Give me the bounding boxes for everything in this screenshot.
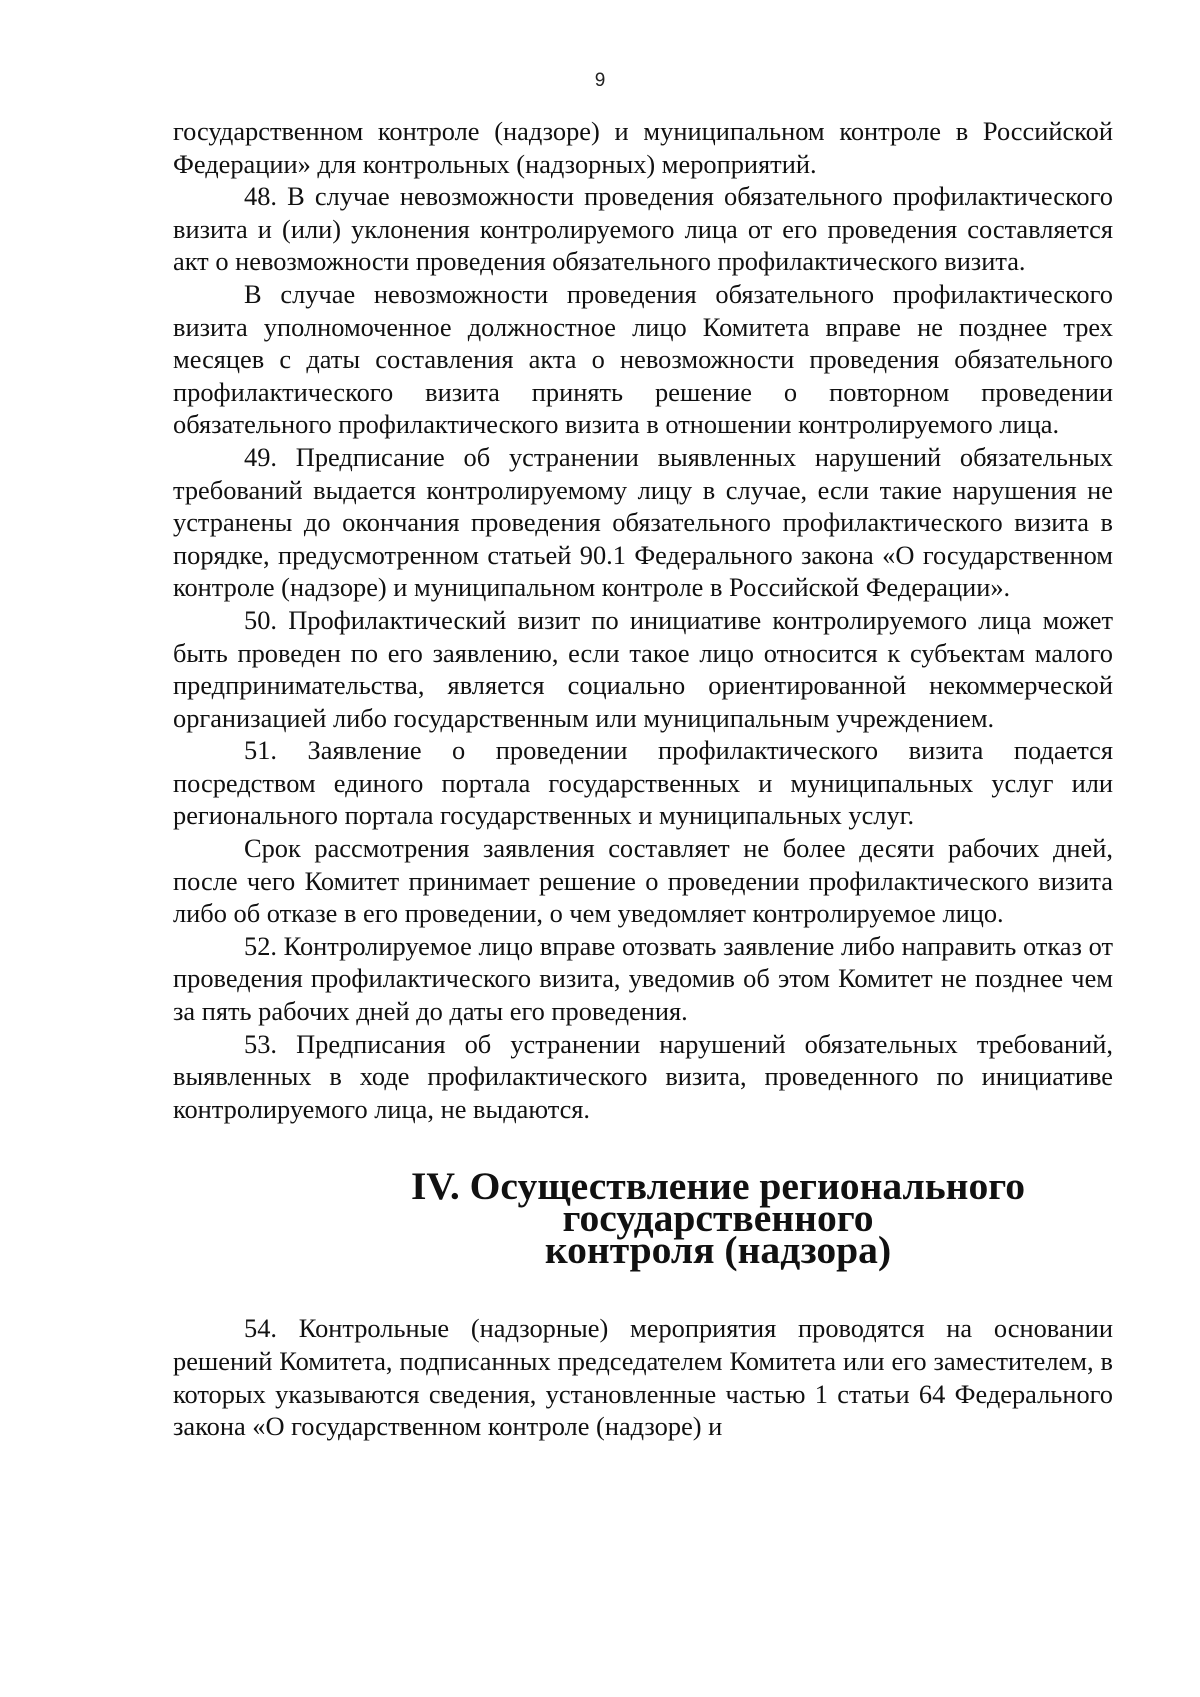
section-heading-line-2: контроля (надзора) <box>544 1228 892 1273</box>
document-body <box>173 115 1113 1443</box>
paragraph-51: 51. Заявление о проведении профилактического визита подается посредством единого портала государственных и муниципальных услуг или регионального портала государственных и муниципальных услуг. <box>173 735 1113 831</box>
paragraph-50: 50. Профилактический визит по инициативе контролируемого лица может быть проведен по его заявлению, если такое лицо относится к субъектам малого предпринимательства, является социально ориентированной некоммерческой организацией либо государственным или муниципальным учреждением. <box>173 604 1113 733</box>
section-heading <box>173 1164 1113 1273</box>
paragraph-48-continued: В случае невозможности проведения обязательного профилактического визита уполномоченное должностное лицо Комитета вправе не позднее трех месяцев с даты составления акта о невозможности проведения обязательного профилактического визита принять решение о повторном проведении обязательного профилактического визита в отношении контролируемого лица. <box>173 278 1113 440</box>
paragraph-48: 48. В случае невозможности проведения обязательного профилактического визита и (или) уклонения контролируемого лица от его проведения составляется акт о невозможности проведения обязательного профилактического визита. <box>173 181 1113 277</box>
paragraph-49: 49. Предписание об устранении выявленных нарушений обязательных требований выдается контролируемому лицу в случае, если такие нарушения не устранены до окончания проведения обязательного профилактического визита в порядке, предусмотренном статьей 90.1 Федерального закона «О государственном контроле (надзоре) и муниципальном контроле в Российской Федерации». <box>173 441 1113 603</box>
paragraph-52: 52. Контролируемое лицо вправе отозвать заявление либо направить отказ от проведения профилактического визита, уведомив об этом Комитет не позднее чем за пять рабочих дней до даты его проведения. <box>173 930 1113 1027</box>
paragraph-53: 53. Предписания об устранении нарушений обязательных требований, выявленных в ходе профилактического визита, проведенного по инициативе контролируемого лица, не выдаются. <box>173 1028 1113 1124</box>
section-heading-line-1: IV. Осуществление регионального государственного <box>410 1164 1026 1241</box>
page-number: 9 <box>594 70 606 91</box>
paragraph-54: 54. Контрольные (надзорные) мероприятия проводятся на основании решений Комитета, подписанных председателем Комитета или его заместителем, в которых указываются сведения, установленные частью 1 статьи 64 Федерального закона «О государственном контроле (надзоре) и <box>173 1313 1113 1442</box>
paragraph-51-continued: Срок рассмотрения заявления составляет не более десяти рабочих дней, после чего Комитет принимает решение о проведении профилактического визита либо об отказе в его проведении, о чем уведомляет контролируемое лицо. <box>173 833 1113 929</box>
paragraph-continuation: государственном контроле (надзоре) и муниципальном контроле в Российской Федерации» для контрольных (надзорных) мероприятий. <box>173 116 1113 179</box>
